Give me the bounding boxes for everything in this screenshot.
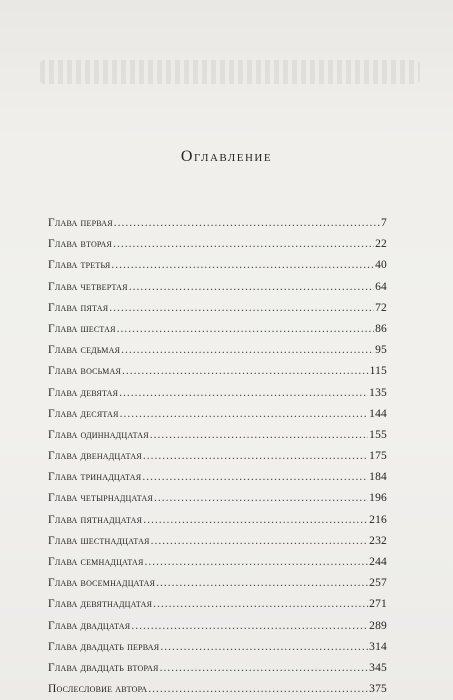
toc-entry bbox=[48, 234, 387, 255]
toc-entry-title: Глава семнадцатая bbox=[48, 556, 144, 568]
toc-entry bbox=[48, 510, 387, 531]
toc-entry-page: 72 bbox=[375, 301, 387, 314]
toc-entry-page: 115 bbox=[369, 365, 387, 378]
toc-entry-page: 22 bbox=[375, 238, 387, 251]
toc-entry-title: Глава девятая bbox=[48, 386, 119, 399]
dot-leader bbox=[156, 573, 368, 594]
dot-leader bbox=[109, 298, 374, 319]
toc-entry-title: Глава двадцатая bbox=[48, 619, 131, 632]
dot-leader bbox=[122, 361, 369, 382]
toc-entry-page: 345 bbox=[369, 661, 387, 674]
dot-leader bbox=[120, 404, 369, 425]
show-through-text bbox=[40, 60, 420, 84]
toc-entry-title: Послесловие автора bbox=[48, 683, 148, 696]
toc-entry-page: 155 bbox=[369, 428, 387, 441]
toc-entry-page: 64 bbox=[375, 280, 387, 293]
toc-entry-title: Глава четырнадцатая bbox=[48, 492, 153, 505]
dot-leader bbox=[145, 552, 369, 573]
toc-entry-title: Глава четвертая bbox=[48, 280, 128, 293]
dot-leader bbox=[119, 383, 368, 404]
toc-entry-page: 40 bbox=[375, 259, 387, 272]
toc-entry-page: 95 bbox=[375, 344, 387, 357]
toc-entry-page: 175 bbox=[369, 450, 387, 463]
dot-leader bbox=[160, 637, 368, 658]
toc-entry-page: 289 bbox=[369, 619, 387, 632]
toc-entry-title: Глава шестнадцатая bbox=[48, 534, 150, 547]
toc-entry-title: Глава пятнадцатая bbox=[48, 513, 143, 526]
toc-entry-title: Глава первая bbox=[48, 217, 113, 229]
dot-leader bbox=[111, 255, 374, 276]
toc-entry bbox=[48, 658, 387, 679]
toc-entry bbox=[48, 319, 387, 340]
toc-entry bbox=[48, 573, 387, 594]
toc-entry-title: Глава восьмая bbox=[48, 365, 121, 378]
dot-leader bbox=[151, 531, 369, 552]
dot-leader bbox=[142, 467, 368, 488]
toc-entry bbox=[48, 594, 387, 615]
toc-entry bbox=[48, 446, 387, 467]
toc-entry-page: 7 bbox=[381, 217, 387, 229]
toc-entry-page: 271 bbox=[369, 598, 387, 611]
dot-leader bbox=[143, 446, 368, 467]
toc-entry-title: Глава двадцать вторая bbox=[48, 661, 159, 674]
toc-entry-title: Глава третья bbox=[48, 259, 111, 272]
toc-entry-title: Глава восемнадцатая bbox=[48, 577, 156, 590]
toc-entry-page: 375 bbox=[369, 683, 387, 696]
dot-leader bbox=[131, 616, 368, 637]
toc-entry-page: 135 bbox=[369, 386, 387, 399]
toc-entry-title: Глава вторая bbox=[48, 238, 113, 251]
toc-entry-page: 216 bbox=[369, 513, 387, 526]
toc-entry-page: 196 bbox=[369, 492, 387, 505]
dot-leader bbox=[143, 510, 368, 531]
dot-leader bbox=[148, 679, 368, 700]
toc-entry-page: 257 bbox=[369, 577, 387, 590]
toc-entry-title: Глава одиннадцатая bbox=[48, 428, 149, 441]
toc-entry-title: Глава пятая bbox=[48, 301, 109, 314]
dot-leader bbox=[129, 277, 374, 298]
toc-entry-title: Глава тринадцатая bbox=[48, 471, 142, 484]
toc-entry-title: Глава двадцать первая bbox=[48, 640, 160, 653]
toc-entry bbox=[48, 298, 387, 319]
toc-heading: Оглавление bbox=[180, 148, 273, 165]
dot-leader bbox=[150, 425, 368, 446]
toc-entry bbox=[48, 488, 387, 509]
toc-entry bbox=[48, 637, 387, 658]
toc-entry bbox=[48, 277, 387, 298]
toc-entry bbox=[48, 552, 387, 573]
toc-entry-page: 144 bbox=[369, 407, 387, 420]
toc-entry bbox=[48, 425, 387, 446]
toc-entry-page: 314 bbox=[369, 640, 387, 653]
dot-leader bbox=[117, 319, 374, 340]
dot-leader bbox=[153, 594, 368, 615]
toc-entry bbox=[48, 255, 387, 276]
toc-entry-title: Глава шестая bbox=[48, 322, 116, 335]
dot-leader bbox=[154, 488, 368, 509]
toc-entry-page: 244 bbox=[369, 556, 387, 568]
dot-leader bbox=[114, 213, 380, 234]
toc-entry bbox=[48, 531, 387, 552]
toc-entry-title: Глава девятнадцатая bbox=[48, 598, 153, 611]
toc-entry-page: 184 bbox=[369, 471, 387, 484]
toc-entry bbox=[48, 679, 387, 700]
toc-entry bbox=[48, 340, 387, 361]
toc-entry bbox=[48, 383, 387, 404]
toc-entry-title: Глава десятая bbox=[48, 407, 119, 420]
dot-leader bbox=[113, 234, 374, 255]
toc-entry bbox=[48, 467, 387, 488]
toc-entry bbox=[48, 213, 387, 234]
toc-entry-page: 86 bbox=[375, 322, 387, 335]
dot-leader bbox=[160, 658, 369, 679]
toc-entry-page: 232 bbox=[369, 534, 387, 547]
toc-entry bbox=[48, 616, 387, 637]
toc-entry-title: Глава седьмая bbox=[48, 344, 121, 357]
toc-entry bbox=[48, 361, 387, 382]
table-of-contents bbox=[48, 213, 387, 700]
toc-entry-title: Глава двенадцатая bbox=[48, 450, 142, 463]
dot-leader bbox=[121, 340, 374, 361]
toc-entry bbox=[48, 404, 387, 425]
